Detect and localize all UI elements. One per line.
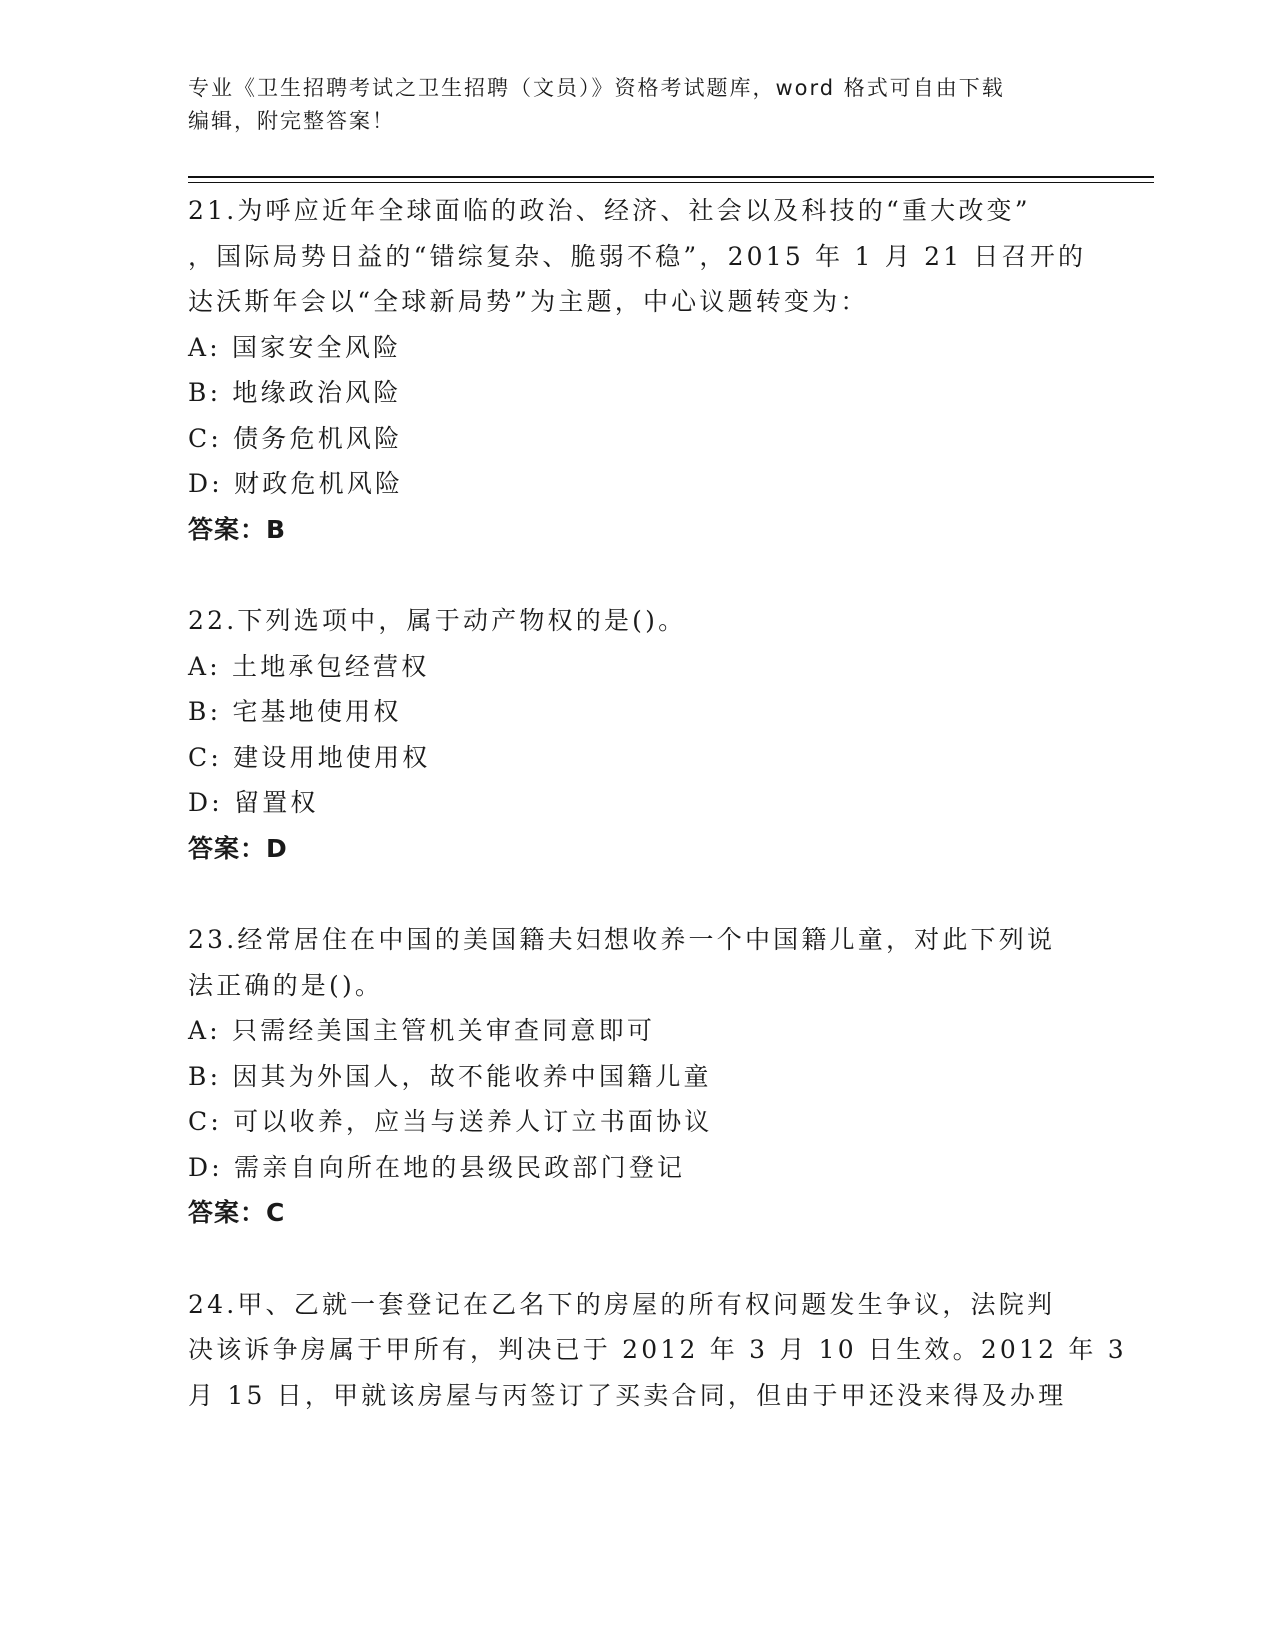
option-d: D: 留置权: [188, 788, 319, 817]
option-a: A: 土地承包经营权: [188, 651, 430, 681]
question-text-line: 22.下列选项中，属于动产物权的是()。: [188, 606, 687, 635]
header-line-1: 专业《卫生招聘考试之卫生招聘（文员）》资格考试题库，word 格式可自由下载: [188, 76, 1005, 100]
document-header: [188, 72, 1088, 138]
question-text-line: 21.为呼应近年全球面临的政治、经济、社会以及科技的“重大改变”: [188, 196, 1031, 225]
question-text-line: ，国际局势日益的“错综复杂、脆弱不稳”，2015 年 1 月 21 日召开的: [188, 241, 1087, 271]
option-c: C: 债务危机风险: [188, 423, 403, 453]
question-22: [188, 598, 1088, 871]
question-text-line: 达沃斯年会以“全球新局势”为主题，中心议题转变为：: [188, 287, 869, 316]
option-b: B: 因其为外国人，故不能收养中国籍儿童: [188, 1061, 712, 1091]
header-divider-thick: [188, 176, 1154, 178]
option-b: B: 宅基地使用权: [188, 697, 402, 726]
option-d: D: 财政危机风险: [188, 469, 404, 498]
option-a: A: 国家安全风险: [188, 332, 402, 362]
question-text-line: 决该诉争房属于甲所有，判决已于 2012 年 3 月 10 日生效。2012 年 3: [188, 1335, 1127, 1364]
question-text-line: 月 15 日，甲就该房屋与丙签订了买卖合同，但由于甲还没来得及办理: [188, 1380, 1067, 1410]
answer-label: 答案：D: [188, 833, 288, 863]
header-line-2: 编辑，附完整答案！: [188, 109, 395, 133]
question-21: [188, 188, 1088, 552]
question-text-line: 24.甲、乙就一套登记在乙名下的房屋的所有权问题发生争议，法院判: [188, 1289, 1056, 1319]
question-text-line: 23.经常居住在中国的美国籍夫妇想收养一个中国籍儿童，对此下列说: [188, 925, 1056, 954]
option-c: C: 可以收养，应当与送养人订立书面协议: [188, 1107, 713, 1136]
option-c: C: 建设用地使用权: [188, 742, 431, 772]
question-23: [188, 917, 1088, 1236]
option-a: A: 只需经美国主管机关审查同意即可: [188, 1016, 656, 1045]
answer-label: 答案：B: [188, 514, 287, 544]
header-divider-thin: [188, 182, 1154, 183]
question-text-line: 法正确的是()。: [188, 970, 384, 1000]
question-24: [188, 1282, 1127, 1419]
option-d: D: 需亲自向所在地的县级民政部门登记: [188, 1152, 686, 1182]
question-list: [188, 188, 1127, 1418]
answer-label: 答案：C: [188, 1198, 286, 1227]
option-b: B: 地缘政治风险: [188, 378, 402, 407]
